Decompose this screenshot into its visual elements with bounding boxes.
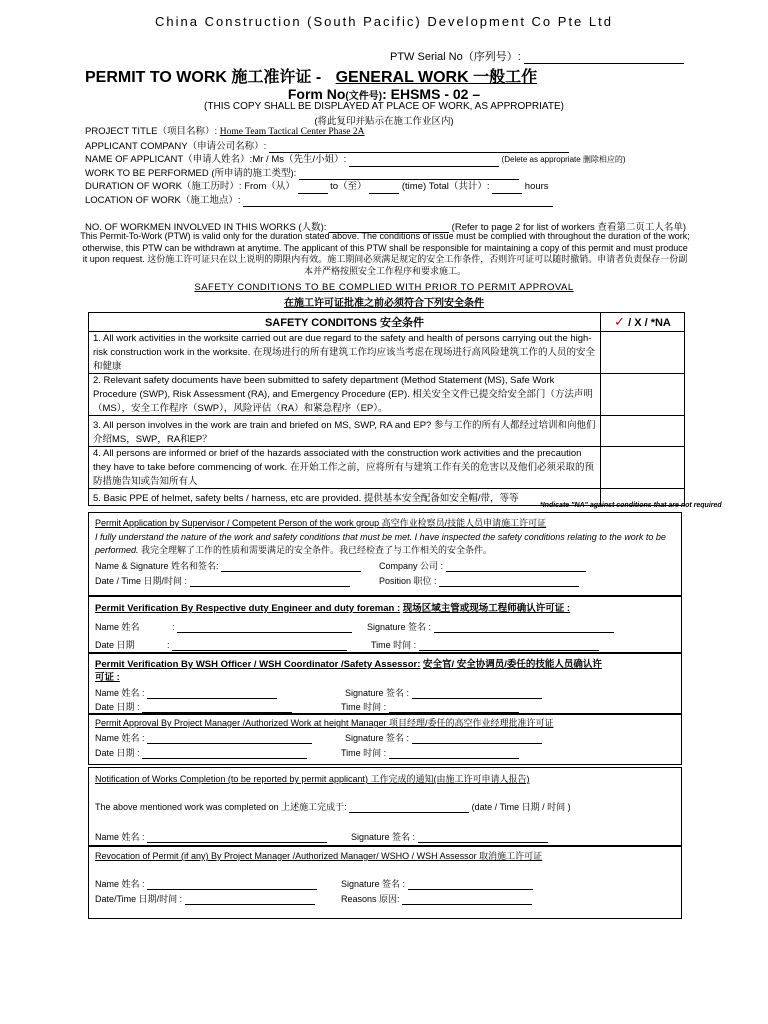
wsh-name-field[interactable]	[147, 698, 277, 699]
completion-date-time-label: (date / Time 日期 / 时间 )	[471, 802, 571, 812]
form-no-value: : EHSMS - 02 –	[382, 86, 481, 102]
conditions-heading-cn: 在施工许可证批准之前必须符合下列安全条件	[284, 298, 484, 309]
date-time-field[interactable]	[190, 586, 350, 587]
approval-section	[88, 713, 682, 765]
revocation-name-row	[95, 877, 317, 890]
completion-signature-field[interactable]	[418, 842, 548, 843]
condition-check-cell[interactable]	[601, 416, 685, 447]
company-sign-label: Company 公司 :	[379, 561, 444, 571]
conditions-heading: SAFETY CONDITIONS TO BE COMPLIED WITH PRIOR TO PERMIT APPROVAL	[194, 282, 574, 293]
approval-name-field[interactable]	[147, 743, 312, 744]
completion-section	[88, 767, 682, 847]
completion-name-row	[95, 830, 327, 843]
form-no-cn: (文件号)	[345, 91, 383, 102]
hours-label: hours	[524, 181, 549, 192]
revocation-name-label: Name 姓名 :	[95, 879, 145, 889]
verification-wsh-title-cn2: 可证 :	[95, 672, 120, 683]
verification-wsh-section	[88, 652, 682, 715]
table-row	[89, 374, 685, 416]
revocation-date-label: Date/Time 日期/时间 :	[95, 894, 183, 904]
permit-title: PERMIT TO WORK 施工准许证 -	[85, 69, 322, 86]
project-title-row	[85, 125, 626, 140]
workmen-label: NO. OF WORKMEN INVOLVED IN THIS WORKS (人数):	[85, 222, 327, 233]
condition-text: 4. All persons are informed or brief of the hazards associated with the construction work activities and the precaution they have to take before commencing of work. 在开始工作之前，应将所有与建筑工作有关的危害以及他们必须采取的预防措施告知或告知所有人	[89, 447, 601, 489]
safety-conditions-table	[88, 312, 685, 506]
serial-number-row	[390, 48, 684, 64]
condition-text: 1. All work activities in the worksite carried out are due regard to the safety and health of persons carrying out the high-risk construction work in the worksite. 在现场进行的所有建筑工作均应该当考虑在现场进行高风险建筑工作的人员的安全和健康	[89, 332, 601, 374]
wsh-signature-row	[345, 686, 542, 699]
verification-engineer-title: Permit Verification By Respective duty Engineer and duty foreman :	[95, 603, 401, 614]
approval-date-field[interactable]	[142, 758, 307, 759]
name-signature-row	[95, 559, 361, 572]
completion-name-label: Name 姓名 :	[95, 832, 145, 842]
location-row	[85, 194, 626, 208]
approval-signature-field[interactable]	[412, 743, 542, 744]
company-row	[85, 140, 626, 154]
approval-name-label: Name 姓名 :	[95, 733, 145, 743]
completion-signature-label: Signature 签名 :	[351, 832, 416, 842]
applicant-row	[85, 153, 626, 167]
revocation-signature-row	[341, 877, 533, 890]
approval-date-row	[95, 746, 307, 759]
position-row	[379, 574, 579, 587]
engineer-name-field[interactable]	[177, 632, 352, 633]
condition-text: 3. All person involves in the work are train and briefed on MS, SWP, RA and EP? 参与工作的所有人都经过培训和向他们介绍MS，SWP，RA和EP？	[89, 416, 601, 447]
wsh-name-row	[95, 686, 277, 699]
engineer-time-row	[371, 638, 599, 651]
completion-date-field[interactable]	[349, 812, 469, 813]
work-label: WORK TO BE PERFORMED (所申请的施工类型):	[85, 167, 297, 179]
wsh-signature-field[interactable]	[412, 698, 542, 699]
engineer-date-row: Date 日期 :	[95, 638, 347, 651]
engineer-signature-field[interactable]	[434, 632, 614, 633]
check-header-label: / X / *NA	[628, 317, 671, 329]
revocation-title: Revocation of Permit (if any) By Project Manager /Authorized Manager/ WSHO / WSH Assessor 取消施工许可证	[95, 851, 543, 861]
revocation-date-field[interactable]	[185, 904, 315, 905]
page-title	[85, 64, 537, 87]
to-label: to（至）	[330, 181, 367, 192]
verification-engineer-title-cn: 现场区域主管或现场工程师确认许可证 :	[402, 603, 571, 614]
engineer-signature-label: Signature 签名 :	[367, 622, 432, 632]
engineer-signature-row	[367, 620, 614, 633]
verification-engineer-section	[88, 595, 682, 654]
revocation-signature-field[interactable]	[408, 889, 533, 890]
name-signature-field[interactable]	[221, 571, 361, 572]
completion-name-field[interactable]	[147, 842, 327, 843]
work-row	[85, 167, 626, 181]
wsh-name-label: Name 姓名 :	[95, 688, 145, 698]
revocation-date-row	[95, 892, 315, 905]
approval-title: Permit Approval By Project Manager /Authorized Work at height Manager 项目经理/委任的高空作业经理批准许可证	[95, 718, 554, 728]
condition-check-cell[interactable]	[601, 447, 685, 489]
company-sign-field[interactable]	[446, 571, 586, 572]
date-time-row	[95, 574, 350, 587]
company-name: China Construction (South Pacific) Development Co Pte Ltd	[155, 14, 613, 29]
position-field[interactable]	[439, 586, 579, 587]
verification-wsh-title: Permit Verification By WSH Officer / WSH Coordinator /Safety Assessor:	[95, 659, 421, 670]
project-title-value[interactable]: Home Team Tactical Center Phase 2A	[219, 127, 365, 137]
approval-time-label: Time 时间 :	[341, 748, 387, 758]
project-title-label: PROJECT TITLE（项目名称）:	[85, 126, 218, 137]
copy-note: (THIS COPY SHALL BE DISPLAYED AT PLACE OF WORK, AS APPROPRIATE)	[204, 101, 564, 112]
completion-statement: The above mentioned work was completed on 上述施工完成于:	[95, 802, 347, 812]
time-label: (time) Total（共计）:	[401, 181, 490, 192]
position-label: Position 职位 :	[379, 576, 437, 586]
declaration-text: I fully understand the nature of the work and safety conditions that must be met. I have inspected the safety conditions relating to the work to be performed.	[95, 532, 666, 555]
application-section	[88, 512, 682, 597]
general-work-title: GENERAL WORK 一般工作	[335, 69, 538, 86]
verification-wsh-title-row	[95, 656, 602, 670]
na-note: *Indicate "NA" against conditions that are not required	[540, 502, 722, 509]
completion-statement-row	[95, 800, 571, 813]
completion-title: Notification of Works Completion (to be reported by permit applicant) 工作完成的通知(由施工许可申请人报告)	[95, 774, 530, 784]
condition-check-cell[interactable]	[601, 374, 685, 416]
revocation-reasons-row	[341, 892, 532, 905]
condition-text: 2. Relevant safety documents have been submitted to safety department (Method Statement (MS), Safe Work Procedure (SWP), Risk Assessment (RA), and Emergency Procedure (EP). 相关安全文件已提交给安全部门（方法声明（MS），安全工作程序（SWP），风险评估（RA）和紧急程序（EP）。	[89, 374, 601, 416]
serial-field[interactable]	[524, 63, 684, 64]
condition-text: 5. Basic PPE of helmet, safety belts / harness, etc are provided. 提供基本安全配备如安全帽/带，等等	[89, 489, 601, 506]
approval-time-field[interactable]	[389, 758, 519, 759]
completion-signature-row	[351, 830, 548, 843]
form-no-prefix: Form No	[287, 86, 346, 102]
engineer-name-row: Name 姓名 :	[95, 620, 352, 633]
table-row	[89, 332, 685, 374]
company-label: APPLICANT COMPANY（申请公司名称）:	[85, 140, 267, 152]
approval-date-label: Date 日期 :	[95, 748, 140, 758]
table-header-row	[89, 313, 685, 332]
revocation-name-field[interactable]	[147, 889, 317, 890]
location-field[interactable]	[243, 206, 553, 207]
declaration-text-cn: 我完全理解了工作的性质和需要满足的安全条件。我已经检查了与工作相关的安全条件。	[141, 545, 493, 555]
table-row	[89, 447, 685, 489]
wsh-time-label: Time 时间 :	[341, 702, 387, 712]
approval-time-row	[341, 746, 519, 759]
engineer-time-label: Time 时间 :	[371, 640, 417, 650]
revocation-reasons-field[interactable]	[402, 904, 532, 905]
workmen-refer: (Refer to page 2 for list of workers 查看第二页工人名单)	[451, 222, 687, 233]
approval-name-row	[95, 731, 312, 744]
company-sign-row	[379, 559, 586, 572]
engineer-name-label: Name 姓名	[95, 622, 140, 632]
wsh-time-row	[341, 700, 519, 713]
verification-wsh-title-cn: 安全官/ 安全协调员/委任的技能人员确认许	[423, 659, 602, 670]
date-time-label: Date / Time 日期/时间 :	[95, 576, 188, 586]
approval-signature-row	[345, 731, 542, 744]
conditions-column-header: SAFETY CONDITONS 安全条件	[89, 313, 601, 332]
engineer-time-field[interactable]	[419, 650, 599, 651]
engineer-date-field[interactable]	[172, 650, 347, 651]
application-fields	[85, 125, 626, 207]
applicant-label: NAME OF APPLICANT（申请人姓名）:Mr / Ms（先生/小姐）:	[85, 154, 347, 165]
revocation-reasons-label: Reasons 原因:	[341, 894, 400, 904]
condition-check-cell[interactable]	[601, 332, 685, 374]
wsh-date-label: Date 日期 :	[95, 702, 140, 712]
check-column-header	[601, 313, 685, 332]
validity-text: This Permit-To-Work (PTW) is valid only for the duration stated above. The conditions of issue must be complied with throughout the duration of the work; otherwise, this PTW can be withdrawn at anytime. The applicant of this PTW shall be responsible for maintaining a copy of this permit and must produce it upon request. 这份施工许可证只在以上说明的期限内有效。施工期间必须满足规定的安全工作条件，否则许可证可以随时撤销。申请者负责保存一份副本并严格按照安全工作程序和要求施工。	[80, 231, 690, 276]
revocation-section	[88, 845, 682, 919]
verification-engineer-title-row	[95, 600, 570, 614]
serial-label: PTW Serial No（序列号）:	[390, 51, 521, 63]
revocation-signature-label: Signature 签名 :	[341, 879, 406, 889]
checkmark-icon: ✓	[614, 314, 626, 329]
delete-note: (Delete as appropriate 删除相应的)	[501, 155, 626, 164]
duration-label: DURATION OF WORK（施工历时）: From（从）	[85, 181, 295, 192]
copy-note-cn: (将此复印并贴示在施工作业区内)	[314, 116, 454, 127]
wsh-signature-label: Signature 签名 :	[345, 688, 410, 698]
approval-signature-label: Signature 签名 :	[345, 733, 410, 743]
form-number	[0, 86, 768, 102]
application-declaration	[95, 531, 675, 557]
location-label: LOCATION OF WORK（施工地点）:	[85, 194, 241, 206]
wsh-date-row	[95, 700, 292, 713]
engineer-date-label: Date 日期	[95, 640, 135, 650]
duration-row	[85, 180, 626, 194]
name-signature-label: Name & Signature 姓名和签名:	[95, 561, 219, 571]
table-row	[89, 416, 685, 447]
application-title: Permit Application by Supervisor / Competent Person of the work group 高空作业检察员/技能人员申请施工许可证	[95, 518, 547, 528]
